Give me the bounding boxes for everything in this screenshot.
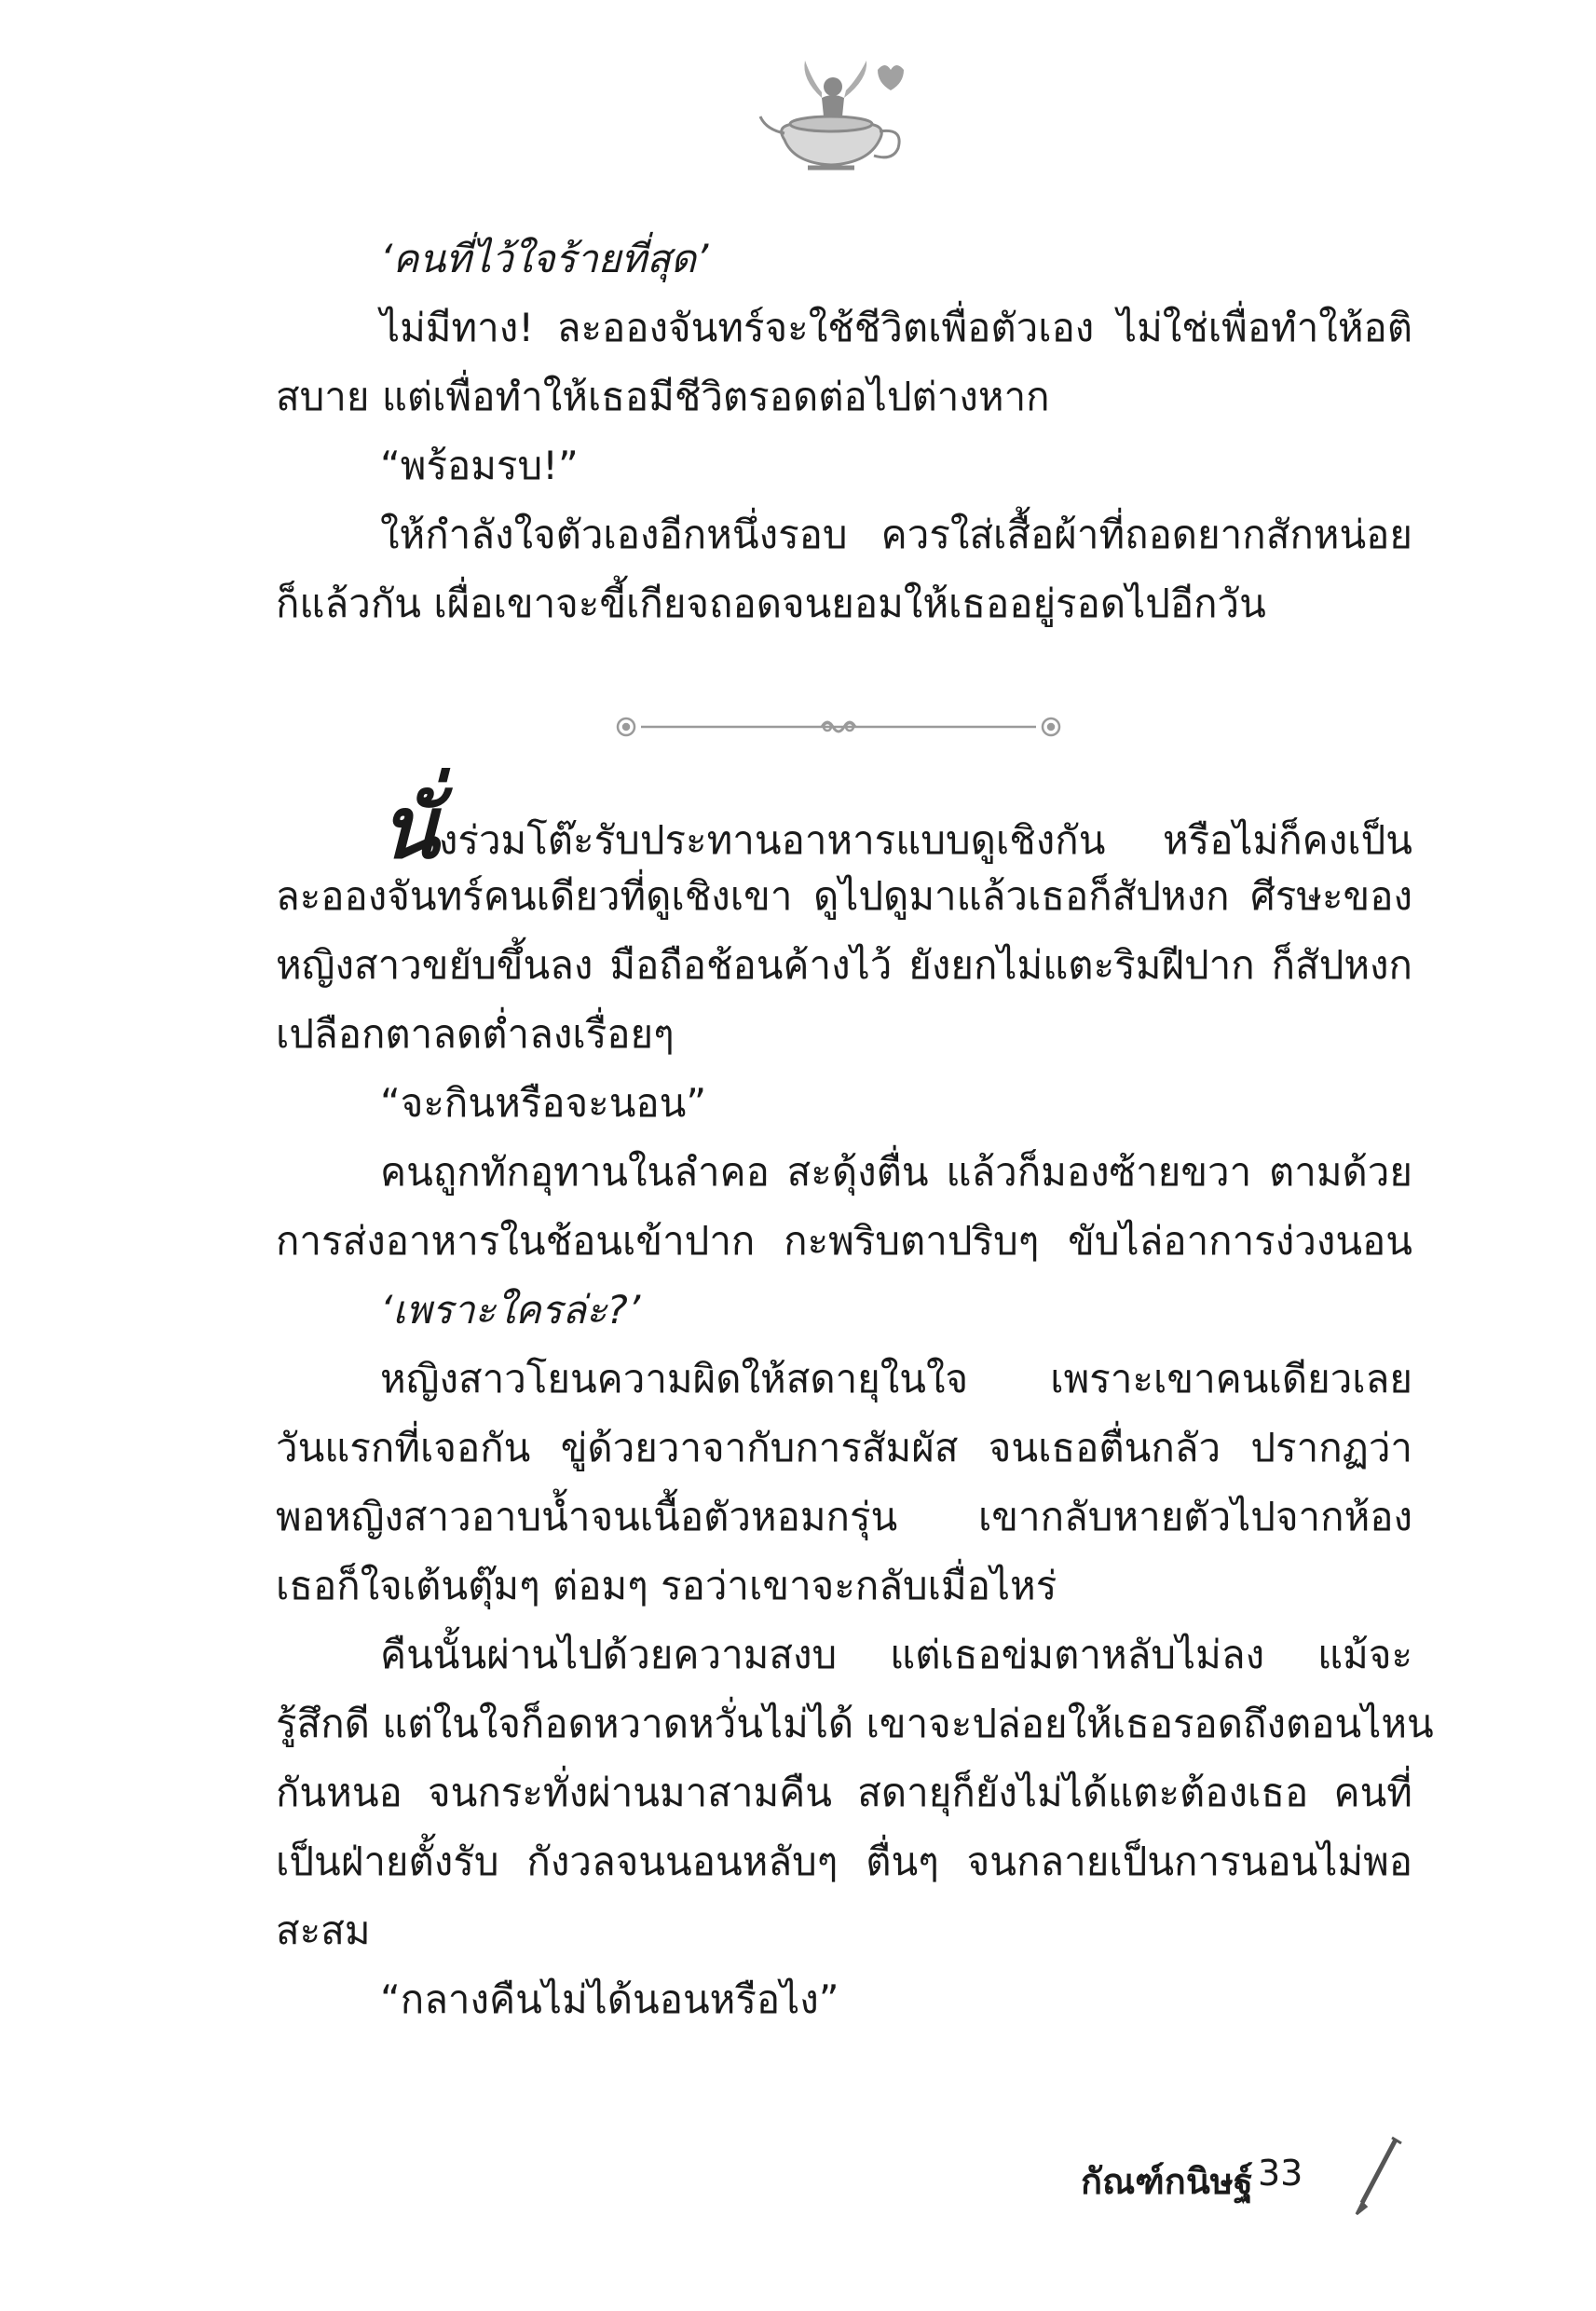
text-line: ‘เพราะใครล่ะ?’ xyxy=(380,1287,641,1333)
page-number: 33 xyxy=(1258,2153,1303,2194)
text-line: รู้สึกดี แต่ในใจก็อดหวาดหวั่นไม่ได้ เขาจะปล่อยให้เธอรอดถึงตอนไหน xyxy=(276,1701,1434,1746)
teapot-cupid-logo-icon xyxy=(757,51,915,182)
text-line: ละอองจันทร์คนเดียวที่ดูเชิงเขา ดูไปดูมาแล้วเธอก็สัปหงก ศีรษะของ xyxy=(276,873,1412,919)
section-divider-ornament xyxy=(606,708,1071,745)
text-line: วันแรกที่เจอกัน ขู่ด้วยวาจากับการสัมผัส จนเธอตื่นกลัว ปรากฏว่า xyxy=(276,1425,1412,1470)
text-line: ไม่มีทาง! ละอองจันทร์จะใช้ชีวิตเพื่อตัวเอง ไม่ใช่เพื่อทำให้อติ xyxy=(380,305,1412,350)
text-line: ‘คนที่ไว้ใจร้ายที่สุด’ xyxy=(380,236,709,281)
book-title: กัณฑ์กนิษฐ์ xyxy=(1081,2161,1253,2202)
text-line: พอหญิงสาวอาบน้ำจนเนื้อตัวหอมกรุ่น เขากลับหายตัวไปจากห้อง xyxy=(276,1494,1412,1539)
text-line: ก็แล้วกัน เผื่อเขาจะขี้เกียจถอดจนยอมให้เธออยู่รอดไปอีกวัน xyxy=(276,581,1266,626)
text-line: สะสม xyxy=(276,1908,371,1953)
text-line-rest: งร่วมโต๊ะรับประทานอาหารแบบดูเชิงกัน หรือไม่ก็คงเป็น xyxy=(438,817,1412,863)
text-line: เป็นฝ่ายตั้งรับ กังวลจนนอนหลับๆ ตื่นๆ จนกลายเป็นการนอนไม่พอ xyxy=(276,1839,1412,1884)
text-line: คืนนั้นผ่านไปด้วยความสงบ แต่เธอข่มตาหลับไม่ลง แม้จะ xyxy=(380,1632,1412,1677)
text-line: เธอก็ใจเต้นตุ๊มๆ ต่อมๆ รอว่าเขาจะกลับเมื่อไหร่ xyxy=(276,1563,1057,1608)
drop-cap: นั่ xyxy=(380,777,439,878)
text-line: “จะกินหรือจะนอน” xyxy=(380,1080,707,1126)
text-line-dropcap xyxy=(380,777,1412,878)
text-line: เปลือกตาลดต่ำลงเรื่อยๆ xyxy=(276,1011,675,1057)
text-line: หญิงสาวโยนความผิดให้สดายุในใจ เพราะเขาคนเดียวเลย xyxy=(380,1356,1412,1402)
pen-icon xyxy=(1349,2134,1405,2218)
text-line: “พร้อมรบ!” xyxy=(380,443,579,488)
text-line: หญิงสาวขยับขึ้นลง มือถือช้อนค้างไว้ ยังยกไม่แตะริมฝีปาก ก็สัปหงก xyxy=(276,942,1412,988)
text-line: การส่งอาหารในช้อนเข้าปาก กะพริบตาปริบๆ ขับไล่อาการง่วงนอน xyxy=(276,1218,1412,1264)
text-line: คนถูกทักอุทานในลำคอ สะดุ้งตื่น แล้วก็มองซ้ายขวา ตามด้วย xyxy=(380,1149,1412,1195)
text-line: ให้กำลังใจตัวเองอีกหนึ่งรอบ ควรใส่เสื้อผ้าที่ถอดยากสักหน่อย xyxy=(380,512,1412,557)
text-line: “กลางคืนไม่ได้นอนหรือไง” xyxy=(380,1976,839,2022)
text-line: สบาย แต่เพื่อทำให้เธอมีชีวิตรอดต่อไปต่างหาก xyxy=(276,374,1050,419)
text-line: กันหนอ จนกระทั่งผ่านมาสามคืน สดายุก็ยังไม่ได้แตะต้องเธอ คนที่ xyxy=(276,1770,1412,1815)
